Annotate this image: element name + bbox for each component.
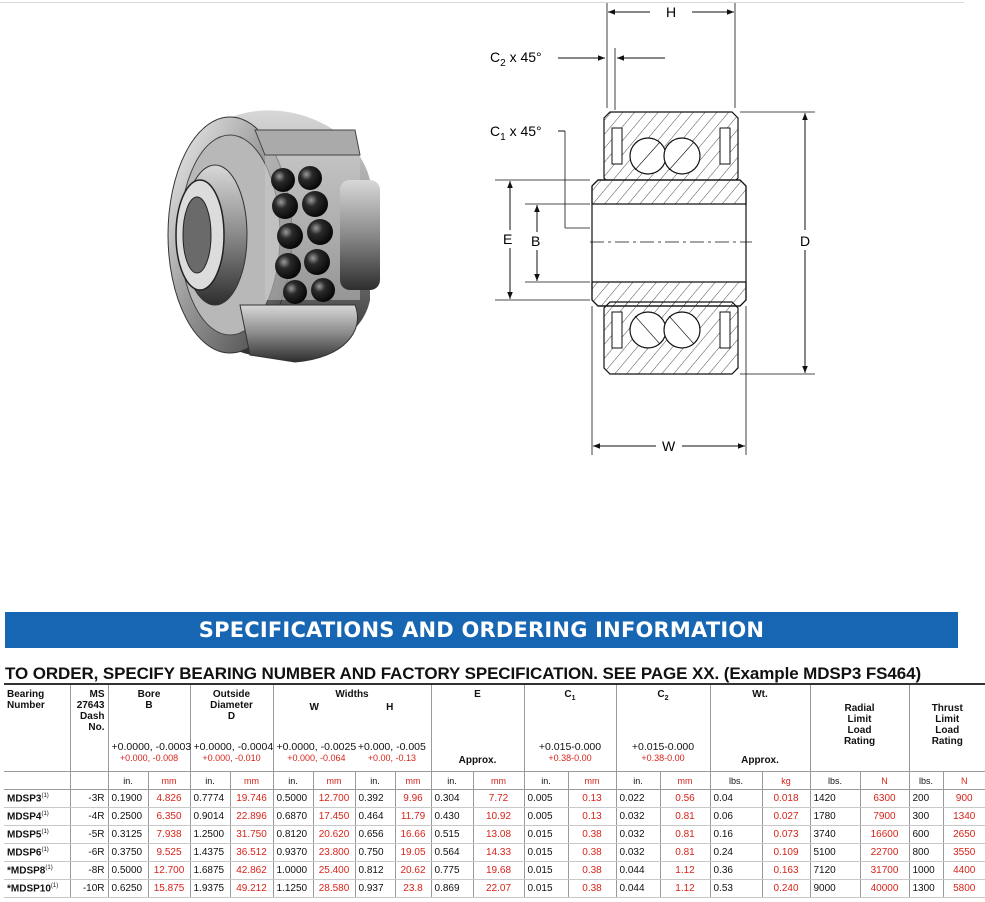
bearing-number: *MDSP8 (7, 865, 46, 877)
bearing-photo (155, 100, 405, 370)
value-cell: 5100 (810, 844, 860, 862)
value-cell: 36.512 (230, 844, 273, 862)
value-cell: 1.0000 (273, 862, 313, 880)
value-cell: 0.005 (524, 790, 568, 808)
value-cell: 0.656 (355, 826, 395, 844)
col-c1: $C_1$ +0.015-0.000 +0.38-0.00 (524, 684, 616, 772)
value-cell: 1.9375 (190, 880, 230, 898)
value-cell: 10.92 (473, 808, 524, 826)
value-cell: 20.620 (313, 826, 355, 844)
bearing-number-cell (4, 808, 70, 826)
footnote-marker: (1) (41, 846, 49, 853)
value-cell: 3550 (943, 844, 985, 862)
ms-dash-cell: -4R (70, 808, 108, 826)
col-thrust-rating: Thrust Limit Load Rating (931, 703, 963, 747)
table-row (4, 790, 985, 808)
value-cell: 15.875 (148, 880, 190, 898)
unit-cell: lbs. (909, 772, 943, 790)
value-cell: 23.8 (395, 880, 431, 898)
value-cell: 600 (909, 826, 943, 844)
dim-label-b: B (531, 233, 541, 249)
value-cell: 0.937 (355, 880, 395, 898)
value-cell: 0.5000 (108, 862, 148, 880)
value-cell: 2650 (943, 826, 985, 844)
value-cell: 22700 (860, 844, 909, 862)
value-cell: 1000 (909, 862, 943, 880)
ms-dash-cell: -5R (70, 826, 108, 844)
value-cell: 0.015 (524, 862, 568, 880)
value-cell: 1.12 (660, 862, 710, 880)
value-cell: 0.81 (660, 844, 710, 862)
value-cell: 0.022 (616, 790, 660, 808)
value-cell: 12.700 (313, 790, 355, 808)
value-cell: 9.96 (395, 790, 431, 808)
unit-cell: mm (148, 772, 190, 790)
value-cell: 1.12 (660, 880, 710, 898)
bearing-number-cell (4, 790, 70, 808)
value-cell: 0.1900 (108, 790, 148, 808)
value-cell: 0.04 (710, 790, 762, 808)
value-cell: 0.9370 (273, 844, 313, 862)
value-cell: 0.8120 (273, 826, 313, 844)
value-cell: 0.3750 (108, 844, 148, 862)
unit-cell: mm (230, 772, 273, 790)
dim-label-d: D (800, 233, 811, 249)
value-cell: 0.775 (431, 862, 473, 880)
table-row (4, 880, 985, 898)
bearing-number: *MDSP10 (7, 883, 51, 895)
table-row (4, 862, 985, 880)
value-cell: 0.06 (710, 808, 762, 826)
table-row (4, 826, 985, 844)
footnote-marker: (1) (50, 882, 59, 889)
value-cell: 0.38 (568, 862, 616, 880)
value-cell: 0.163 (762, 862, 810, 880)
value-cell: 0.6250 (108, 880, 148, 898)
value-cell: 0.015 (524, 880, 568, 898)
bearing-number-cell (4, 880, 70, 898)
value-cell: 0.13 (568, 790, 616, 808)
value-cell: 0.3125 (108, 826, 148, 844)
value-cell: 40000 (860, 880, 909, 898)
value-cell: 0.13 (568, 808, 616, 826)
value-cell: 300 (909, 808, 943, 826)
value-cell: 0.38 (568, 826, 616, 844)
value-cell: 23.800 (313, 844, 355, 862)
value-cell: 9000 (810, 880, 860, 898)
table-row (4, 808, 985, 826)
unit-cell: in. (190, 772, 230, 790)
value-cell: 19.68 (473, 862, 524, 880)
value-cell: 31700 (860, 862, 909, 880)
unit-cell: mm (313, 772, 355, 790)
value-cell: 22.896 (230, 808, 273, 826)
units-row (4, 772, 985, 790)
ms-dash-cell: -10R (70, 880, 108, 898)
col-bearing-number: Bearing Number (4, 684, 70, 772)
value-cell: 0.6870 (273, 808, 313, 826)
value-cell: 0.015 (524, 844, 568, 862)
value-cell: 7.72 (473, 790, 524, 808)
value-cell: 1.2500 (190, 826, 230, 844)
value-cell: 0.430 (431, 808, 473, 826)
footnote-marker: (1) (41, 828, 49, 835)
header-row (4, 684, 985, 772)
ms-dash-cell: -6R (70, 844, 108, 862)
value-cell: 1340 (943, 808, 985, 826)
value-cell: 0.24 (710, 844, 762, 862)
value-cell: 49.212 (230, 880, 273, 898)
dim-label-e: E (503, 231, 513, 247)
value-cell: 4400 (943, 862, 985, 880)
col-c2: $C_2$ +0.015-0.000 +0.38-0.00 (616, 684, 710, 772)
value-cell: 3740 (810, 826, 860, 844)
col-weight: Wt. Approx. (710, 684, 810, 772)
value-cell: 7120 (810, 862, 860, 880)
value-cell: 25.400 (313, 862, 355, 880)
specifications-table (4, 683, 985, 898)
value-cell: 0.032 (616, 826, 660, 844)
value-cell: 19.746 (230, 790, 273, 808)
value-cell: 4.826 (148, 790, 190, 808)
unit-cell: mm (395, 772, 431, 790)
value-cell: 31.750 (230, 826, 273, 844)
bearing-number-cell (4, 844, 70, 862)
value-cell: 0.515 (431, 826, 473, 844)
bearing-number: MDSP3 (7, 793, 42, 805)
specifications-banner: SPECIFICATIONS AND ORDERING INFORMATION (5, 612, 958, 648)
value-cell: 0.564 (431, 844, 473, 862)
value-cell: 0.36 (710, 862, 762, 880)
value-cell: 1300 (909, 880, 943, 898)
value-cell: 13.08 (473, 826, 524, 844)
value-cell: 0.56 (660, 790, 710, 808)
value-cell: 0.2500 (108, 808, 148, 826)
value-cell: 800 (909, 844, 943, 862)
ms-dash-cell: -8R (70, 862, 108, 880)
value-cell: 1780 (810, 808, 860, 826)
value-cell: 22.07 (473, 880, 524, 898)
value-cell: 19.05 (395, 844, 431, 862)
value-cell: 0.032 (616, 808, 660, 826)
col-outside-diameter: Outside Diameter D +0.0000, -0.0004 +0.000, -0.010 (190, 684, 273, 772)
unit-cell: kg (762, 772, 810, 790)
value-cell: 6.350 (148, 808, 190, 826)
unit-cell: mm (568, 772, 616, 790)
ms-dash-cell: -3R (70, 790, 108, 808)
footnote-marker: (1) (41, 810, 49, 817)
unit-cell: mm (473, 772, 524, 790)
value-cell: 0.750 (355, 844, 395, 862)
value-cell: 0.240 (762, 880, 810, 898)
value-cell: 16600 (860, 826, 909, 844)
unit-cell: in. (355, 772, 395, 790)
footnote-marker: (1) (45, 864, 53, 871)
value-cell: 0.53 (710, 880, 762, 898)
value-cell: 0.109 (762, 844, 810, 862)
bearing-number: MDSP6 (7, 847, 42, 859)
value-cell: 0.869 (431, 880, 473, 898)
value-cell: 20.62 (395, 862, 431, 880)
unit-cell: lbs. (710, 772, 762, 790)
unit-cell: N (860, 772, 909, 790)
bearing-number: MDSP4 (7, 811, 42, 823)
dim-label-c1: $C_1$ x 45° (490, 123, 542, 143)
value-cell: 14.33 (473, 844, 524, 862)
unit-cell: in. (273, 772, 313, 790)
value-cell: 7900 (860, 808, 909, 826)
value-cell: 1.4375 (190, 844, 230, 862)
col-radial-rating: Radial Limit Load Rating (810, 684, 909, 772)
value-cell: 0.38 (568, 844, 616, 862)
value-cell: 0.044 (616, 862, 660, 880)
ordering-instructions: TO ORDER, SPECIFY BEARING NUMBER AND FACTORY SPECIFICATION. SEE PAGE XX. (Example MDSP3 FS464) (5, 664, 922, 683)
value-cell: 0.38 (568, 880, 616, 898)
value-cell: 0.16 (710, 826, 762, 844)
unit-cell: in. (524, 772, 568, 790)
value-cell: 1.1250 (273, 880, 313, 898)
value-cell: 900 (943, 790, 985, 808)
value-cell: 0.81 (660, 808, 710, 826)
bearing-number-cell (4, 826, 70, 844)
value-cell: 0.304 (431, 790, 473, 808)
value-cell: 0.9014 (190, 808, 230, 826)
value-cell: 0.392 (355, 790, 395, 808)
col-widths: Widths W H +0.0000, -0.0025 +0.000, -0.064 +0.000, -0.005 +0.00, -0.13 (273, 684, 431, 772)
value-cell: 0.073 (762, 826, 810, 844)
bearing-number-cell (4, 862, 70, 880)
table-row (4, 844, 985, 862)
value-cell: 200 (909, 790, 943, 808)
unit-cell: in. (431, 772, 473, 790)
value-cell: 0.812 (355, 862, 395, 880)
bearing-section-drawing (470, 0, 870, 470)
value-cell: 0.044 (616, 880, 660, 898)
bearing-number: MDSP5 (7, 829, 42, 841)
dim-label-w: W (662, 438, 676, 454)
value-cell: 11.79 (395, 808, 431, 826)
value-cell: 0.005 (524, 808, 568, 826)
unit-cell: in. (108, 772, 148, 790)
unit-cell: lbs. (810, 772, 860, 790)
dim-label-h: H (666, 4, 677, 20)
value-cell: 12.700 (148, 862, 190, 880)
col-ms-dash: MS 27643 Dash No. (70, 684, 108, 772)
dim-label-c2: $C_2$ x 45° (490, 49, 542, 69)
footnote-marker: (1) (41, 792, 49, 799)
value-cell: 7.938 (148, 826, 190, 844)
value-cell: 0.027 (762, 808, 810, 826)
value-cell: 42.862 (230, 862, 273, 880)
value-cell: 0.464 (355, 808, 395, 826)
value-cell: 0.032 (616, 844, 660, 862)
value-cell: 28.580 (313, 880, 355, 898)
value-cell: 9.525 (148, 844, 190, 862)
value-cell: 0.018 (762, 790, 810, 808)
unit-cell: in. (616, 772, 660, 790)
col-e: E Approx. (431, 684, 524, 772)
value-cell: 0.5000 (273, 790, 313, 808)
value-cell: 0.7774 (190, 790, 230, 808)
value-cell: 0.81 (660, 826, 710, 844)
value-cell: 1.6875 (190, 862, 230, 880)
unit-cell: N (943, 772, 985, 790)
value-cell: 16.66 (395, 826, 431, 844)
value-cell: 1420 (810, 790, 860, 808)
col-bore: Bore B +0.0000, -0.0003 +0.000, -0.008 (108, 684, 190, 772)
value-cell: 6300 (860, 790, 909, 808)
unit-cell: mm (660, 772, 710, 790)
value-cell: 5800 (943, 880, 985, 898)
value-cell: 17.450 (313, 808, 355, 826)
value-cell: 0.015 (524, 826, 568, 844)
